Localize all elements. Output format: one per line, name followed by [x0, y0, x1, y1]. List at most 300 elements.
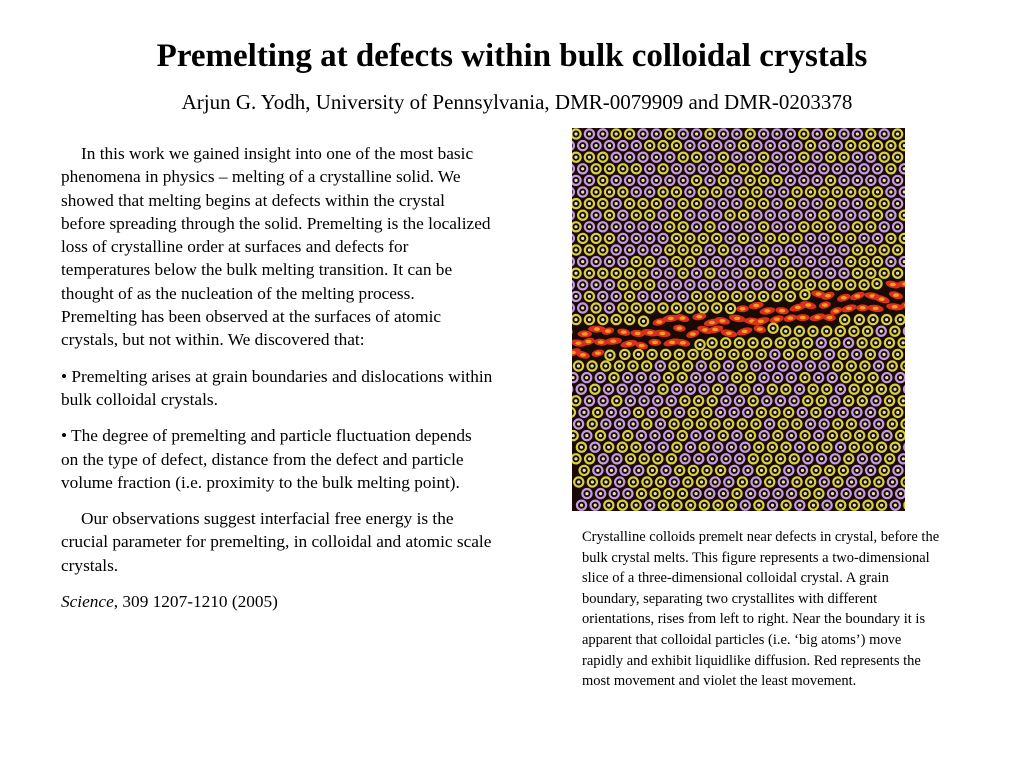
colloid-particle: [890, 327, 899, 336]
colloid-particle: [886, 257, 895, 266]
colloid-particle: [672, 141, 681, 150]
colloid-particle: [675, 313, 690, 324]
colloid-particle: [893, 245, 902, 254]
colloid-particle: [866, 466, 875, 475]
colloid-particle: [598, 292, 607, 301]
colloid-particle: [773, 489, 782, 498]
colloid-particle: [719, 222, 728, 231]
colloid-particle: [741, 501, 750, 510]
colloid-particle: [782, 501, 791, 510]
colloid-particle: [886, 164, 895, 173]
colloid-particle: [836, 385, 845, 394]
colloid-particle: [645, 211, 654, 220]
colloid-particle: [806, 361, 815, 370]
colloid-particle: [678, 373, 687, 382]
colloid-particle: [766, 211, 775, 220]
colloid-particle: [893, 222, 902, 231]
colloid-particle: [772, 292, 781, 301]
colloid-particle: [612, 269, 621, 278]
colloid-particle: [659, 257, 668, 266]
colloid-particle: [585, 129, 594, 138]
colloid-particle: [705, 129, 714, 138]
colloid-particle: [699, 164, 708, 173]
colloid-particle: [612, 222, 621, 231]
colloid-particle: [598, 315, 607, 324]
colloid-particle: [795, 385, 804, 394]
colloid-particle: [900, 141, 905, 150]
colloid-particle: [588, 477, 597, 486]
colloid-particle: [699, 234, 708, 243]
colloid-particle: [585, 176, 594, 185]
colloid-particle: [623, 489, 632, 498]
colloid-particle: [877, 443, 886, 452]
colloid-particle: [871, 396, 880, 405]
colloid-particle: [828, 489, 837, 498]
colloid-particle: [757, 408, 766, 417]
colloid-particle: [665, 176, 674, 185]
colloid-particle: [680, 454, 689, 463]
colloid-particle: [639, 396, 648, 405]
colloid-particle: [601, 361, 610, 370]
colloid-particle: [776, 396, 785, 405]
colloid-particle: [900, 211, 905, 220]
colloid-particle: [904, 443, 905, 452]
colloid-particle: [582, 489, 591, 498]
colloid-particle: [601, 477, 610, 486]
colloid-particle: [789, 338, 798, 347]
colloid-particle: [598, 245, 607, 254]
colloid-particle: [900, 234, 905, 243]
colloid-particle: [615, 477, 624, 486]
colloid-particle: [819, 211, 828, 220]
colloid-particle: [828, 431, 837, 440]
colloid-particle: [803, 454, 812, 463]
colloid-particle: [629, 477, 638, 486]
colloid-particle: [806, 280, 815, 289]
colloid-particle: [572, 303, 574, 312]
colloid-particle: [898, 338, 905, 347]
colloid-particle: [598, 176, 607, 185]
colloid-particle: [904, 327, 905, 336]
colloid-particle: [593, 408, 602, 417]
colloid-particle: [705, 292, 714, 301]
colloid-particle: [784, 350, 793, 359]
colloid-particle: [618, 141, 627, 150]
colloid-particle: [885, 396, 894, 405]
colloid-particle: [840, 315, 849, 324]
colloid-particle: [591, 348, 605, 358]
colloid-particle: [853, 176, 862, 185]
colloid-particle: [757, 350, 766, 359]
colloid-particle: [901, 419, 905, 428]
colloid-particle: [861, 477, 870, 486]
colloid-particle: [874, 361, 883, 370]
colloid-particle: [806, 419, 815, 428]
colloid-particle: [813, 199, 822, 208]
colloid-particle: [873, 234, 882, 243]
colloid-particle: [798, 350, 807, 359]
colloid-particle: [893, 466, 902, 475]
colloid-particle: [625, 292, 634, 301]
colloid-particle: [806, 234, 815, 243]
colloid-particle: [692, 176, 701, 185]
colloid-particle: [642, 361, 651, 370]
colloid-particle: [841, 373, 850, 382]
colloid-particle: [705, 245, 714, 254]
colloid-particle: [885, 454, 894, 463]
colloid-particle: [826, 176, 835, 185]
colloid-particle: [618, 303, 627, 312]
colloid-particle: [880, 269, 889, 278]
colloid-particle: [607, 466, 616, 475]
colloid-particle: [766, 141, 775, 150]
colloid-particle: [592, 164, 601, 173]
colloid-particle: [719, 129, 728, 138]
colloid-particle: [847, 361, 856, 370]
colloid-particle: [866, 350, 875, 359]
colloid-particle: [833, 141, 842, 150]
colloid-particle: [866, 176, 875, 185]
colloid-particle: [631, 385, 640, 394]
colloid-particle: [638, 269, 647, 278]
colloid-particle: [793, 141, 802, 150]
colloid-particle: [710, 419, 719, 428]
colloid-particle: [621, 466, 630, 475]
colloid-particle: [819, 280, 828, 289]
colloid-particle: [772, 153, 781, 162]
colloid-particle: [711, 477, 720, 486]
colloid-particle: [769, 324, 778, 333]
colloid-particle: [625, 245, 634, 254]
colloid-particle: [596, 431, 605, 440]
colloid-particle: [604, 337, 622, 346]
colloid-particle: [793, 211, 802, 220]
colloid-particle: [686, 385, 695, 394]
colloid-particle: [652, 292, 661, 301]
colloid-particle: [754, 501, 763, 510]
colloid-particle: [852, 408, 861, 417]
colloid-particle: [656, 477, 665, 486]
colloid-particle: [806, 211, 815, 220]
colloid-particle: [592, 303, 601, 312]
colloid-particle: [770, 408, 779, 417]
colloid-particle: [609, 373, 618, 382]
colloid-particle: [817, 338, 826, 347]
colloid-particle: [813, 245, 822, 254]
colloid-particle: [799, 176, 808, 185]
colloid-particle: [659, 187, 668, 196]
figure-caption: Crystalline colloids premelt near defects in crystal, before the bulk crystal melts. This figure represents a two-dimensional slice of a three-dimensional colloidal crystal. A grain boundary, separating two crystallites with different orientations, rises from left to right. Near the boundary it is apparent that colloidal particles (i.e. ‘big atoms’) move rapidly and exhibit liquidlike diffusion. Red represents the most movement and violet the least movement.: [582, 529, 940, 690]
colloid-particle: [817, 396, 826, 405]
colloid-particle: [612, 292, 621, 301]
colloid-particle: [642, 477, 651, 486]
colloid-particle: [577, 385, 586, 394]
colloid-particle: [618, 164, 627, 173]
colloid-particle: [801, 489, 810, 498]
colloid-particle: [689, 408, 698, 417]
colloid-particle: [746, 373, 755, 382]
colloid-particle: [860, 280, 869, 289]
colloid-particle: [712, 187, 721, 196]
colloid-particle: [719, 245, 728, 254]
colloid-particle: [638, 222, 647, 231]
colloid-particle: [705, 269, 714, 278]
colloid-particle: [710, 361, 719, 370]
colloid-particle: [846, 141, 855, 150]
colloid-particle: [866, 222, 875, 231]
colloid-particle: [572, 245, 581, 254]
colloid-particle: [632, 164, 641, 173]
colloid-particle: [692, 199, 701, 208]
colloid-particle: [645, 234, 654, 243]
colloid-particle: [612, 176, 621, 185]
colloid-particle: [776, 338, 785, 347]
colloid-particle: [735, 396, 744, 405]
colloid-particle: [685, 211, 694, 220]
colloid-particle: [625, 315, 634, 324]
colloid-particle: [679, 269, 688, 278]
colloid-particle: [605, 211, 614, 220]
colloid-particle: [819, 141, 828, 150]
colloid-particle: [855, 431, 864, 440]
colloid-particle: [781, 443, 790, 452]
colloid-particle: [779, 164, 788, 173]
colloid-particle: [654, 329, 671, 338]
colloid-particle: [746, 245, 755, 254]
colloid-particle: [712, 211, 721, 220]
colloid-particle: [645, 385, 654, 394]
colloid-particle: [846, 257, 855, 266]
colloid-particle: [836, 292, 851, 303]
colloid-particle: [833, 419, 842, 428]
colloid-particle: [712, 164, 721, 173]
colloid-particle: [637, 431, 646, 440]
colloid-particle: [727, 501, 736, 510]
colloid-particle: [699, 211, 708, 220]
colloid-particle: [732, 222, 741, 231]
colloid-particle: [604, 443, 613, 452]
colloid-particle: [787, 373, 796, 382]
colloid-particle: [683, 361, 692, 370]
colloid-particle: [858, 396, 867, 405]
colloid-particle: [694, 454, 703, 463]
colloid-particle: [632, 187, 641, 196]
colloid-particle: [678, 489, 687, 498]
colloid-particle: [732, 373, 741, 382]
colloid-particle: [618, 443, 627, 452]
colloid-particle: [743, 408, 752, 417]
colloid-particle: [813, 269, 822, 278]
colloid-particle: [673, 324, 686, 332]
colloid-particle: [664, 431, 673, 440]
colloid-particle: [800, 290, 809, 299]
colloid-particle: [893, 176, 902, 185]
colloid-particle: [585, 245, 594, 254]
colloid-particle: [659, 234, 668, 243]
colloid-particle: [617, 327, 631, 336]
colloid-particle: [572, 141, 574, 150]
colloid-particle: [592, 187, 601, 196]
colloid-particle: [650, 373, 659, 382]
colloid-particle: [839, 129, 848, 138]
colloid-particle: [752, 280, 761, 289]
colloid-particle: [638, 153, 647, 162]
colloid-particle: [738, 419, 747, 428]
colloid-particle: [592, 234, 601, 243]
colloid-particle: [572, 269, 581, 278]
colloid-particle: [578, 330, 592, 337]
colloid-particle: [692, 129, 701, 138]
colloid-particle: [893, 269, 902, 278]
colloid-particle: [726, 211, 735, 220]
colloid-particle: [689, 466, 698, 475]
colloid-particle: [757, 466, 766, 475]
colloid-particle: [820, 477, 829, 486]
colloid-particle: [826, 245, 835, 254]
colloid-particle: [598, 269, 607, 278]
colloid-particle: [716, 350, 725, 359]
colloid-particle: [866, 129, 875, 138]
colloid-particle: [685, 257, 694, 266]
colloid-particle: [849, 385, 858, 394]
colloid-particle: [691, 373, 700, 382]
colloid-particle: [813, 176, 822, 185]
colloid-particle: [795, 501, 804, 510]
colloid-particle: [736, 305, 749, 312]
colloid-particle: [659, 303, 668, 312]
colloid-particle: [638, 176, 647, 185]
colloid-particle: [793, 187, 802, 196]
colloid-particle: [784, 466, 793, 475]
colloid-particle: [772, 199, 781, 208]
colloid-particle: [779, 477, 788, 486]
colloid-particle: [639, 317, 648, 326]
colloid-particle: [779, 419, 788, 428]
colloid-particle: [582, 373, 591, 382]
colloid-particle: [789, 396, 798, 405]
colloid-particle: [721, 454, 730, 463]
colloid-particle: [732, 489, 741, 498]
colloid-particle: [729, 350, 738, 359]
colloid-particle: [648, 338, 661, 346]
colloid-particle: [799, 153, 808, 162]
colloid-particle: [672, 164, 681, 173]
colloid-particle: [719, 199, 728, 208]
colloid-particle: [891, 443, 900, 452]
colloid-particle: [783, 313, 798, 323]
colloid-particle: [645, 501, 654, 510]
colloid-particle: [634, 408, 643, 417]
colloid-particle: [880, 129, 889, 138]
colloid-particle: [890, 385, 899, 394]
colloid-particle: [860, 164, 869, 173]
colloid-particle: [672, 385, 681, 394]
colloid-particle: [826, 153, 835, 162]
colloid-particle: [592, 141, 601, 150]
colloid-particle: [830, 338, 839, 347]
colloid-particle: [819, 257, 828, 266]
colloid-particle: [819, 164, 828, 173]
colloid-particle: [612, 199, 621, 208]
colloid-particle: [825, 350, 834, 359]
colloid-particle: [817, 454, 826, 463]
colloid-particle: [738, 477, 747, 486]
colloid-particle: [768, 443, 777, 452]
colloid-particle: [590, 385, 599, 394]
colloid-particle: [735, 338, 744, 347]
colloid-particle: [692, 245, 701, 254]
colloid-particle: [900, 257, 905, 266]
colloid-particle: [798, 408, 807, 417]
colloid-particle: [846, 164, 855, 173]
colloid-particle: [694, 396, 703, 405]
colloid-particle: [778, 361, 787, 370]
colloid-particle: [831, 454, 840, 463]
colloid-particle: [732, 431, 741, 440]
colloid-particle: [632, 501, 641, 510]
colloid-particle: [572, 199, 581, 208]
colloid-particle: [625, 199, 634, 208]
colloid-particle: [799, 222, 808, 231]
colloid-particle: [803, 338, 812, 347]
colloid-particle: [652, 222, 661, 231]
colloid-particle: [833, 187, 842, 196]
colloid-particle: [661, 350, 670, 359]
colloid-particle: [638, 129, 647, 138]
colloid-particle: [724, 419, 733, 428]
colloid-particle: [685, 329, 700, 340]
colloid-particle: [659, 501, 668, 510]
colloid-particle: [659, 211, 668, 220]
colloid-particle: [652, 245, 661, 254]
colloid-particle: [607, 408, 616, 417]
colloid-particle: [679, 129, 688, 138]
colloid-particle: [869, 373, 878, 382]
colloid-particle: [672, 187, 681, 196]
colloid-particle: [866, 408, 875, 417]
colloid-particle: [856, 304, 869, 311]
colloid-particle: [779, 141, 788, 150]
colloid-particle: [672, 211, 681, 220]
colloid-particle: [592, 211, 601, 220]
colloid-particle: [839, 153, 848, 162]
colloid-particle: [678, 431, 687, 440]
colloid-particle: [724, 361, 733, 370]
colloid-particle: [814, 373, 823, 382]
colloid-particle: [679, 153, 688, 162]
colloid-particle: [664, 489, 673, 498]
colloid-particle: [572, 431, 578, 440]
colloid-particle: [632, 234, 641, 243]
colloid-particle: [593, 466, 602, 475]
colloid-particle: [578, 187, 587, 196]
colloid-particle: [880, 408, 889, 417]
colloid-particle: [626, 396, 635, 405]
colloid-particle: [888, 419, 897, 428]
colloid-particle: [866, 245, 875, 254]
colloid-particle: [839, 199, 848, 208]
colloid-particle: [904, 385, 905, 394]
colloid-particle: [572, 164, 574, 173]
colloid-particle: [779, 187, 788, 196]
colloid-particle: [652, 269, 661, 278]
colloid-particle: [572, 234, 574, 243]
colloid-particle: [896, 489, 905, 498]
colloid-particle: [792, 477, 801, 486]
colloid-particle: [590, 443, 599, 452]
colloid-particle: [866, 269, 875, 278]
colloid-particle: [685, 280, 694, 289]
